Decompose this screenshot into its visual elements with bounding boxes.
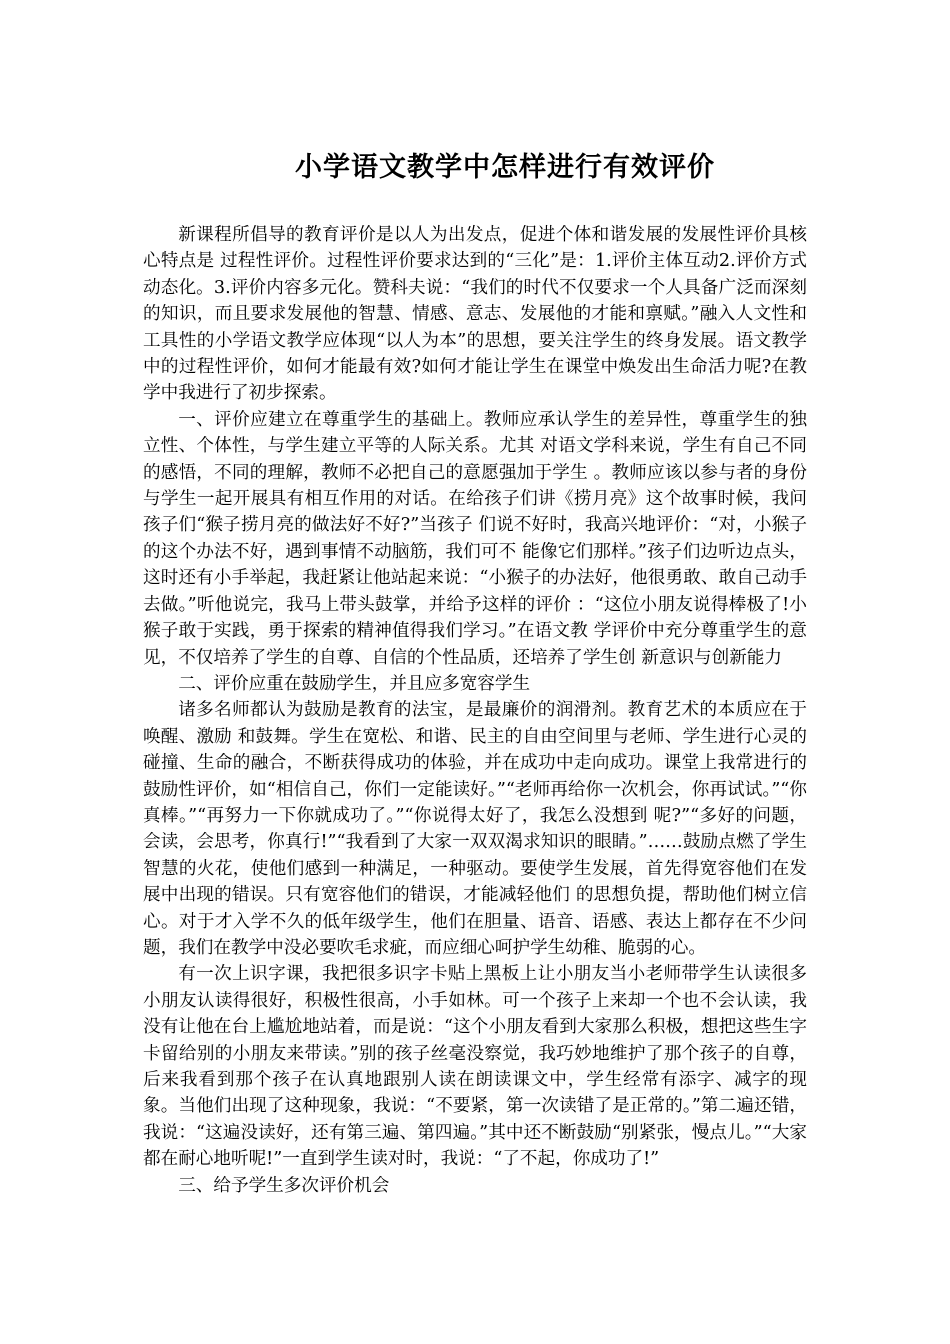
paragraph-section-2-encouragement: 诸多名师都认为鼓励是教育的法宝，是最廉价的润滑剂。教育艺术的本质应在于唤醒、激励 和鼓舞。学生在宽松、和谐、民主的自由空间里与老师、学生进行心灵的碰撞、生命的融合，不断获得成功的体验，并在成功中走向成功。课堂上我常进行的鼓励性评价，如“相信自己，你们一定能读好。”“老师再给你一次机会，你再试试。”“你真棒。”“再努力一下你就成功了。”“你说得太好了，我怎么没想到 呢?”“多好的问题，会读，会思考，你真行!”“我看到了大家一双双渴求知识的眼睛。”……鼓励点燃了学生智慧的火花，使他们感到一种满足，一种驱动。要使学生发展，首先得宽容他们在发展中出现的错误。只有宽容他们的错误，才能减轻他们 的思想负提，帮助他们树立信心。对于才入学不久的低年级学生，他们在胆量、语音、语感、表达上都存在不少问题，我们在教学中没必要吹毛求疵，而应细心呵护学生幼稚、脆弱的心。: [143, 700, 807, 958]
paragraph-intro: 新课程所倡导的教育评价是以人为出发点，促进个体和谐发展的发展性评价具核心特点是 过程性评价。过程性评价要求达到的“三化”是：1.评价主体互动2.评价方式动态化。3.评价内容多元化。赞科夫说：“我们的时代不仅要求一个人具备广泛而深刻的知识，而且要求发展他的智慧、情感、意志、发展他的才能和禀赋。”融入人文性和工具性的小学语文教学应体现“以人为本”的思想，要关注学生的终身发展。语文教学中的过程性评价，如何才能最有效?如何才能让学生在课堂中焕发出生命活力呢?在教学中我进行了初步探索。: [143, 225, 807, 404]
heading-section-3: 三、给予学生多次评价机会: [178, 1175, 390, 1196]
heading-section-2: 二、评价应重在鼓励学生，并且应多宽容学生: [178, 673, 531, 694]
paragraph-section-2-example: 有一次上识字课，我把很多识字卡贴上黑板上让小朋友当小老师带学生认读很多小朋友认读得很好，积极性很高，小手如林。可一个孩子上来却一个也不会认读，我没有让他在台上尴尬地站着，而是说：“这个小朋友看到大家那么积极，想把这些生字卡留给别的小朋友来带读。”别的孩子丝毫没察觉，我巧妙地维护了那个孩子的自尊，后来我看到那个孩子在认真地跟别人读在朗读课文中，学生经常有添字、减字的现象。当他们出现了这种现象，我说：“不要紧，第一次读错了是正常的。”第二遍还错，我说：“这遍没读好，还有第三遍、第四遍。”其中还不断鼓励“别紧张，慢点儿。”“大家都在耐心地听呢!”一直到学生读对时，我说：“了不起，你成功了!”: [143, 964, 807, 1170]
document-body: [143, 222, 807, 1199]
paragraph-section-1: 一、评价应建立在尊重学生的基础上。教师应承认学生的差异性，尊重学生的独立性、个体性，与学生建立平等的人际关系。尤其 对语文学科来说，学生有自己不同的感悟，不同的理解，教师不必把自己的意愿强加于学生 。教师应该以参与者的身份与学生一起开展具有相互作用的对话。在给孩子们讲《捞月亮》这个故事时候，我问孩子们“猴子捞月亮的做法好不好?”当孩子 们说不好时，我高兴地评价：“对，小猴子的这个办法不好，遇到事情不动脑筋，我们可不 能像它们那样。”孩子们边听边点头，这时还有小手举起，我赶紧让他站起来说：“小猴子的办法好，他很勇敢、敢自己动手去做。”听他说完，我马上带头鼓掌，并给予这样的评价 ：“这位小朋友说得棒极了!小猴子敢于实践，勇于探索的精神值得我们学习。”在语文教 学评价中充分尊重学生的意见，不仅培养了学生的自尊、自信的个性品质，还培养了学生创 新意识与创新能力: [143, 409, 807, 668]
page-title: 小学语文教学中怎样进行有效评价: [295, 152, 715, 184]
